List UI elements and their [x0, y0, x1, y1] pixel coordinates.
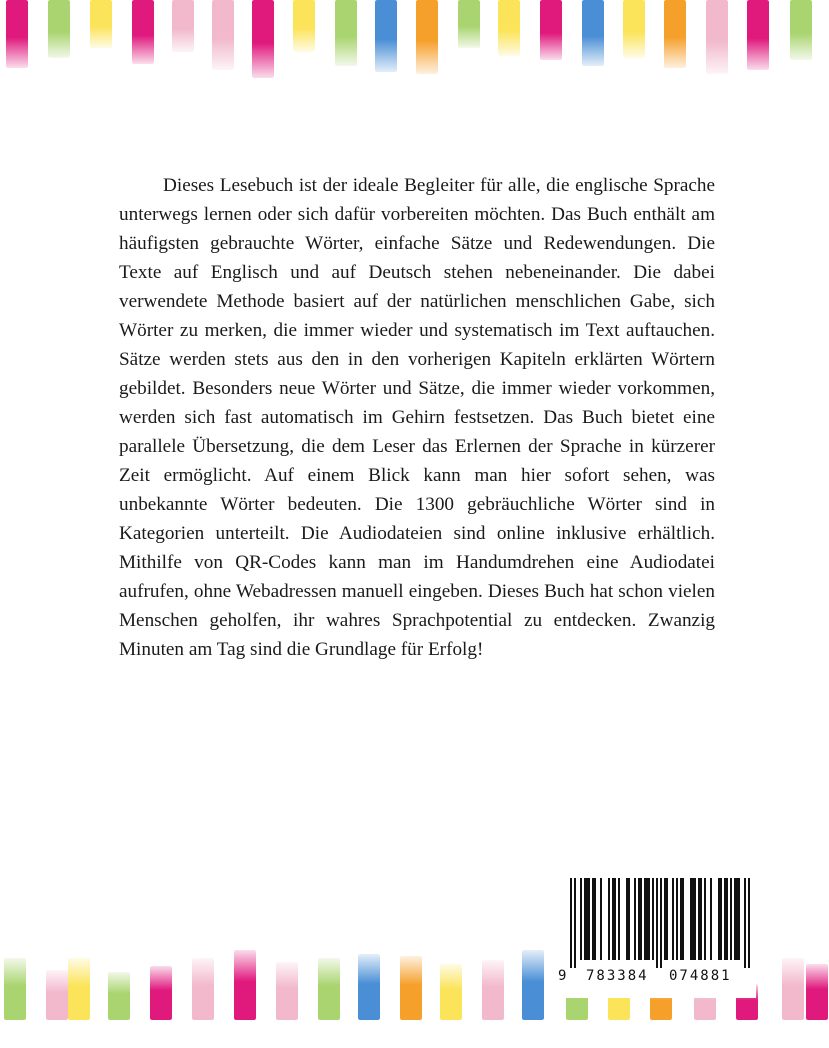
barcode-left-group: 783384: [586, 968, 649, 984]
barcode-bar: [656, 878, 658, 968]
barcode-bar: [574, 878, 576, 968]
stripe: [276, 962, 298, 1020]
stripe: [108, 972, 130, 1020]
barcode-bar: [634, 878, 636, 960]
stripe: [192, 958, 214, 1020]
barcode-bar: [744, 878, 746, 968]
stripe: [6, 0, 28, 68]
stripe: [46, 970, 68, 1020]
stripe: [212, 0, 234, 70]
stripe: [782, 958, 804, 1020]
stripe: [806, 964, 828, 1020]
stripe: [440, 964, 462, 1020]
barcode-bar: [710, 878, 712, 960]
stripe: [375, 0, 397, 72]
barcode-bar: [626, 878, 630, 960]
stripe: [335, 0, 357, 66]
barcode-right-group: 074881: [669, 968, 732, 984]
stripe: [540, 0, 562, 60]
barcode-bars: [570, 878, 750, 968]
stripe: [458, 0, 480, 48]
stripe: [318, 958, 340, 1020]
barcode-bar: [664, 878, 668, 960]
barcode-bar: [724, 878, 728, 960]
barcode-bar: [734, 878, 740, 960]
stripe: [482, 960, 504, 1020]
barcode-bar: [676, 878, 678, 960]
stripe: [747, 0, 769, 70]
back-cover-blurb: Dieses Lesebuch ist der ideale Begleiter für alle, die englische Sprache unterwegs lernen oder sich dafür vorbereiten möchten. Das Buch enthält am häufigsten gebrauchte Wörter, einfache Sätze und Redewendungen. Die Texte auf Englisch und auf Deutsch stehen nebeneinander. Die dabei verwendete Methode basiert auf der natürlichen menschlichen Gabe, sich Wörter zu merken, die immer wieder und systematisch im Text auftauchen. Sätze werden stets aus den in den vorherigen Kapiteln erklärten Wörtern gebildet. Besonders neue Wörter und Sätze, die immer wieder vorkommen, werden sich fast automatisch im Gehirn festsetzen. Das Buch bietet eine parallele Übersetzung, die dem Leser das Erlernen der Sprache in kürzerer Zeit ermöglicht. Auf einem Blick kann man hier sofort sehen, was unbekannte Wörter bedeuten. Die 1300 gebräuchliche Wörter sind in Kategorien unterteilt. Die Audiodateien sind online inklusive erhältlich. Mithilfe von QR-Codes kann man im Handumdrehen eine Audiodatei aufrufen, ohne Webadressen manuell eingeben. Dieses Buch hat schon vielen Menschen geholfen, ihr wahres Sprachpotential zu entdecken. Zwanzig Minuten am Tag sind die Grundlage für Erfolg!: [119, 175, 715, 660]
barcode-bar: [704, 878, 706, 960]
stripe: [623, 0, 645, 58]
stripe: [132, 0, 154, 64]
stripe: [172, 0, 194, 52]
barcode-bar: [748, 878, 750, 968]
barcode-bar: [718, 878, 722, 960]
stripe: [358, 954, 380, 1020]
barcode-number: [556, 968, 756, 990]
barcode-bar: [730, 878, 732, 960]
stripe: [522, 950, 544, 1020]
stripe: [68, 958, 90, 1020]
barcode-bar: [660, 878, 662, 968]
barcode-bar: [698, 878, 702, 960]
barcode-bar: [584, 878, 590, 960]
barcode-bar: [612, 878, 616, 960]
barcode-bar: [608, 878, 610, 960]
stripe: [252, 0, 274, 78]
stripe: [4, 958, 26, 1020]
stripe: [150, 966, 172, 1020]
stripe: [664, 0, 686, 68]
stripe: [790, 0, 812, 60]
barcode-bar: [652, 878, 654, 960]
stripe: [706, 0, 728, 74]
stripe: [234, 950, 256, 1020]
barcode-prefix-digit: 9: [558, 968, 567, 984]
barcode-bar: [690, 878, 696, 960]
stripe: [416, 0, 438, 74]
stripe: [582, 0, 604, 66]
barcode-bar: [638, 878, 642, 960]
stripe: [48, 0, 70, 58]
stripe: [90, 0, 112, 48]
isbn-barcode: [556, 872, 756, 998]
barcode-bar: [680, 878, 684, 960]
barcode-bar: [580, 878, 582, 960]
barcode-bar: [644, 878, 650, 960]
stripe: [498, 0, 520, 56]
barcode-bar: [592, 878, 596, 960]
stripe: [400, 956, 422, 1020]
barcode-bar: [618, 878, 620, 960]
barcode-bar: [570, 878, 572, 968]
top-stripe-border: [0, 0, 829, 80]
stripe: [293, 0, 315, 52]
barcode-bar: [600, 878, 602, 960]
barcode-bar: [672, 878, 674, 960]
